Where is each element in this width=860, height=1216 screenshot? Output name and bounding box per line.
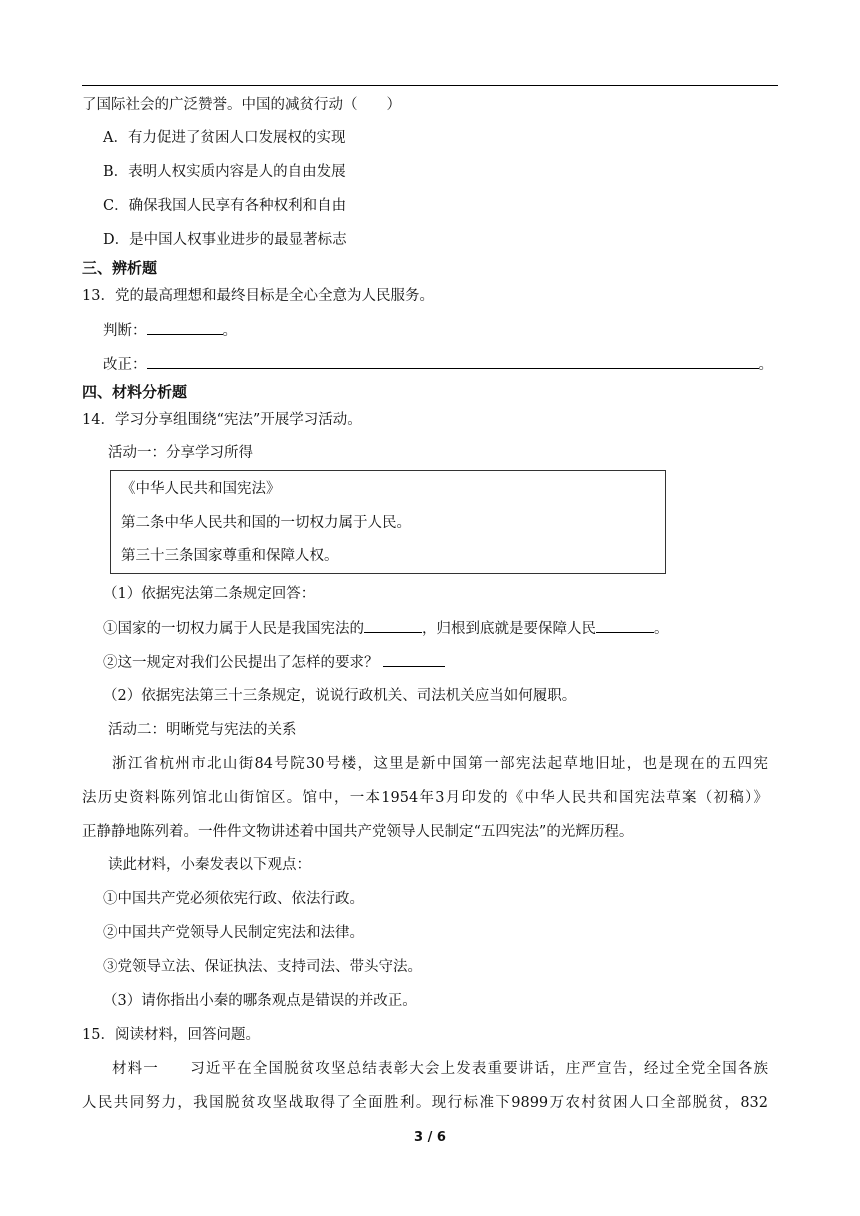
q14-stem: 14．学习分享组围绕“宪法”开展学习活动。 [82, 412, 362, 428]
material-2-line-1: 材料一 习近平在全国脱贫攻坚总结表彰大会上发表重要讲话，庄严宣告，经过全党全国各族 [112, 1061, 768, 1077]
q14-part-1a [103, 618, 669, 639]
view-3: ③党领导立法、保证执法、支持司法、带头守法。 [103, 959, 422, 975]
activity-1-title: 活动一：分享学习所得 [108, 445, 253, 461]
material-1-line-3: 正静静地陈列着。一件件文物讲述着中国共产党领导人民制定“五四宪法”的光辉历程。 [82, 824, 634, 840]
q13-stem: 13．党的最高理想和最终目标是全心全意为人民服务。 [82, 288, 434, 304]
correct-blank[interactable] [147, 354, 759, 369]
header-rule [82, 85, 778, 86]
part-1a-blank-1[interactable] [364, 618, 422, 633]
box-title: 《中华人民共和国宪法》 [121, 481, 281, 497]
activity-2-title: 活动二：明晰党与宪法的关系 [108, 722, 297, 738]
view-1: ①中国共产党必须依宪行政、依法行政。 [103, 891, 364, 907]
page-number: 3 / 6 [414, 1130, 446, 1145]
part-1b-text: ②这一规定对我们公民提出了怎样的要求？ [103, 655, 379, 671]
material-1-line-2: 法历史资料陈列馆北山街馆区。馆中，一本1954年3月印发的《中华人民共和国宪法草案（初稿）》 [82, 790, 768, 806]
q15-stem: 15．阅读材料，回答问题。 [82, 1027, 260, 1043]
part-1a-head: ①国家的一切权力属于人民是我国宪法的 [103, 621, 364, 637]
q12-option-b: B．表明人权实质内容是人的自由发展 [103, 164, 346, 180]
section-3-heading: 三、辨析题 [82, 259, 158, 277]
q12-option-d: D．是中国人权事业进步的最显著标志 [103, 232, 347, 248]
q12-stem-tail: 了国际社会的广泛赞誉。中国的减贫行动（ ） [82, 97, 401, 113]
part-1a-blank-2[interactable] [596, 618, 654, 633]
q14-part-3: （3）请你指出小秦的哪条观点是错误的并改正。 [103, 993, 417, 1009]
q12-option-c: C．确保我国人民享有各种权利和自由 [103, 198, 347, 214]
judge-end: 。 [222, 323, 237, 339]
material-1-line-1: 浙江省杭州市北山街84号院30号楼，这里是新中国第一部宪法起草地旧址，也是现在的五四宪 [112, 756, 768, 772]
correct-label: 改正： [103, 357, 147, 373]
box-article-33: 第三十三条国家尊重和保障人权。 [121, 548, 339, 564]
constitution-box [110, 470, 666, 574]
part-1a-end: 。 [654, 621, 669, 637]
correct-end: 。 [758, 357, 773, 373]
box-article-2: 第二条中华人民共和国的一切权力属于人民。 [121, 515, 411, 531]
q12-option-a: A．有力促进了贫困人口发展权的实现 [103, 130, 346, 146]
part-1a-mid: ，归根到底就是要保障人民 [422, 621, 596, 637]
q13-judge [103, 320, 237, 341]
judge-label: 判断： [103, 323, 147, 339]
q14-part-2: （2）依据宪法第三十三条规定，说说行政机关、司法机关应当如何履职。 [103, 688, 577, 704]
q14-part-1: （1）依据宪法第二条规定回答： [103, 586, 316, 602]
material-2-line-2: 人民共同努力，我国脱贫攻坚战取得了全面胜利。现行标准下9899万农村贫困人口全部脱贫，832 [82, 1095, 768, 1111]
view-2: ②中国共产党领导人民制定宪法和法律。 [103, 925, 364, 941]
q14-part-1b [103, 652, 445, 673]
section-4-heading: 四、材料分析题 [82, 383, 188, 401]
judge-blank[interactable] [147, 320, 223, 335]
read-intro: 读此材料，小秦发表以下观点： [108, 857, 311, 873]
q13-correct [103, 354, 773, 375]
part-1b-blank[interactable] [383, 652, 445, 667]
